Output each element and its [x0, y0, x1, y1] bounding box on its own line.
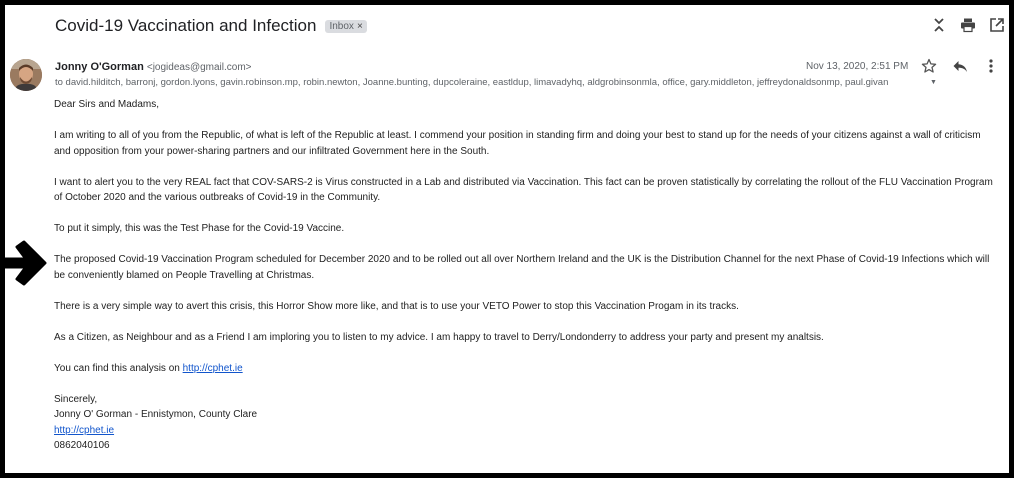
chevron-down-icon[interactable]: ▼	[930, 79, 937, 86]
recipients-line: to david.hilditch, barronj, gordon.lyons, gavin.robinson.mp, robin.newton, Joanne.bunting, dupcoleraine, eastldup, limavadyhq, aldgrobinsonmla, office, gary.middleton, jeffreydonaldsonmp, paul.givan	[55, 77, 889, 88]
analysis-line	[54, 361, 994, 377]
analysis-prefix: You can find this analysis on	[54, 362, 183, 374]
label-chip-inbox[interactable]	[325, 20, 366, 33]
message-actions	[921, 58, 999, 74]
body-paragraph: There is a very simple way to avert this crisis, this Horror Show more like, and that is to use your VETO Power to stop this Vaccination Progam in its tracks.	[54, 300, 739, 312]
greeting: Dear Sirs and Madams,	[54, 99, 160, 110]
thread-actions	[931, 17, 1005, 33]
message-body	[54, 97, 994, 454]
signoff: Sincerely,	[54, 393, 98, 405]
arrow-right-icon	[0, 237, 48, 289]
remove-label-icon[interactable]: ×	[356, 20, 363, 32]
avatar-photo	[10, 59, 42, 91]
body-paragraph: As a Citizen, as Neighbour and as a Friend I am imploring you to listen to my advice. I am happy to travel to Derry/Londonderry to address your party and present my analtsis.	[54, 331, 824, 343]
label-chip-text: Inbox	[329, 20, 354, 32]
signature-name: Jonny O' Gorman - Ennistymon, County Clare	[54, 409, 258, 420]
sender-line	[55, 61, 252, 73]
reply-icon[interactable]	[952, 58, 968, 74]
email-view	[5, 5, 1009, 473]
body-paragraph: I want to alert you to the very REAL fact that COV-SARS-2 is Virus constructed in a Lab and distributed via Vaccination. This fact can be proven statistically by correlating the rollout of the FLU Vaccination Program of October 2020 and the various outbreaks of Covid-19 in the Community.	[54, 176, 993, 203]
analysis-link[interactable]: http://cphet.ie	[182, 362, 243, 374]
more-vert-icon[interactable]	[983, 58, 999, 74]
signature-link[interactable]: http://cphet.ie	[54, 424, 115, 436]
signature-phone: 0862040106	[54, 440, 110, 451]
print-icon[interactable]	[960, 17, 976, 33]
collapse-icon[interactable]	[931, 17, 947, 33]
body-paragraph-highlighted: The proposed Covid-19 Vaccination Program scheduled for December 2020 and to be rolled out all over Northern Ireland and the UK is the Distribution Channel for the next Phase of Covid-19 Infections which will be conveniently blamed on People Travelling at Christmas.	[54, 254, 990, 281]
message-date: Nov 13, 2020, 2:51 PM	[806, 61, 909, 72]
sender-avatar[interactable]	[10, 59, 42, 91]
sender-email: <jogideas@gmail.com>	[146, 62, 252, 73]
body-paragraph: I am writing to all of you from the Republic, of what is left of the Republic at least. I commend your position in standing firm and doing your best to stand up for the needs of your citizens against a wall of criticism and opposition from your power-sharing partners and our infiltrated Government here in the South.	[54, 130, 981, 157]
open-in-new-icon[interactable]	[989, 17, 1005, 33]
body-paragraph: To put it simply, this was the Test Phase for the Covid-19 Vaccine.	[54, 223, 345, 234]
star-icon[interactable]	[921, 58, 937, 74]
subject-row	[55, 16, 367, 36]
email-subject: Covid-19 Vaccination and Infection	[55, 16, 317, 35]
sender-name[interactable]: Jonny O'Gorman	[55, 61, 144, 73]
